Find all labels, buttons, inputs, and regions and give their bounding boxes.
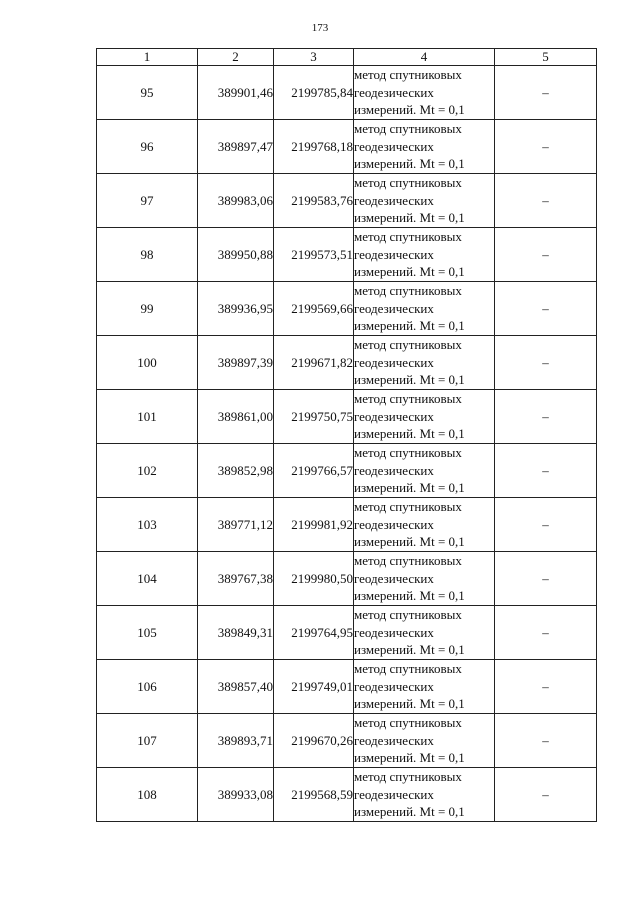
- note-dash: –: [495, 282, 597, 336]
- table-row: [97, 498, 597, 552]
- note-dash: –: [495, 390, 597, 444]
- method-line: метод спутниковых: [354, 769, 462, 785]
- method-line: геодезических: [354, 786, 434, 802]
- table-row: [97, 390, 597, 444]
- method-description: [354, 498, 495, 552]
- coordinate-y: 2199768,18: [274, 120, 354, 174]
- method-line: геодезических: [354, 246, 434, 262]
- coordinate-y: 2199671,82: [274, 336, 354, 390]
- method-line: измерений. Mt = 0,1: [354, 642, 465, 658]
- method-line: метод спутниковых: [354, 661, 462, 677]
- coordinate-y: 2199981,92: [274, 498, 354, 552]
- note-dash: –: [495, 714, 597, 768]
- table-row: [97, 228, 597, 282]
- table-row: [97, 282, 597, 336]
- method-line: геодезических: [354, 84, 434, 100]
- header-col-3: 3: [274, 49, 354, 66]
- coordinates-table: [96, 48, 597, 822]
- method-line: измерений. Mt = 0,1: [354, 426, 465, 442]
- coordinate-y: 2199764,95: [274, 606, 354, 660]
- method-line: измерений. Mt = 0,1: [354, 156, 465, 172]
- note-dash: –: [495, 606, 597, 660]
- method-line: метод спутниковых: [354, 175, 462, 191]
- coordinate-x: 389901,46: [198, 66, 274, 120]
- point-number: 96: [97, 120, 198, 174]
- coordinate-y: 2199750,75: [274, 390, 354, 444]
- method-line: метод спутниковых: [354, 499, 462, 515]
- point-number: 106: [97, 660, 198, 714]
- table-row: [97, 660, 597, 714]
- coordinate-x: 389849,31: [198, 606, 274, 660]
- coordinate-x: 389771,12: [198, 498, 274, 552]
- method-line: метод спутниковых: [354, 553, 462, 569]
- point-number: 107: [97, 714, 198, 768]
- table-row: [97, 606, 597, 660]
- table-row: [97, 552, 597, 606]
- note-dash: –: [495, 228, 597, 282]
- coordinate-x: 389861,00: [198, 390, 274, 444]
- table-row: [97, 66, 597, 120]
- header-col-4: 4: [354, 49, 495, 66]
- method-line: измерений. Mt = 0,1: [354, 750, 465, 766]
- method-description: [354, 714, 495, 768]
- table-row: [97, 444, 597, 498]
- method-line: измерений. Mt = 0,1: [354, 480, 465, 496]
- note-dash: –: [495, 768, 597, 822]
- coordinate-x: 389933,08: [198, 768, 274, 822]
- method-description: [354, 66, 495, 120]
- point-number: 100: [97, 336, 198, 390]
- coordinate-x: 389767,38: [198, 552, 274, 606]
- point-number: 104: [97, 552, 198, 606]
- method-line: измерений. Mt = 0,1: [354, 534, 465, 550]
- method-line: метод спутниковых: [354, 121, 462, 137]
- method-description: [354, 228, 495, 282]
- coordinate-x: 389893,71: [198, 714, 274, 768]
- point-number: 108: [97, 768, 198, 822]
- method-line: измерений. Mt = 0,1: [354, 588, 465, 604]
- table-row: [97, 174, 597, 228]
- method-line: геодезических: [354, 678, 434, 694]
- method-line: измерений. Mt = 0,1: [354, 804, 465, 820]
- method-line: геодезических: [354, 300, 434, 316]
- coordinate-y: 2199670,26: [274, 714, 354, 768]
- method-description: [354, 444, 495, 498]
- method-line: измерений. Mt = 0,1: [354, 372, 465, 388]
- method-description: [354, 660, 495, 714]
- method-line: измерений. Mt = 0,1: [354, 318, 465, 334]
- table-row: [97, 336, 597, 390]
- point-number: 98: [97, 228, 198, 282]
- method-line: метод спутниковых: [354, 229, 462, 245]
- method-line: измерений. Mt = 0,1: [354, 210, 465, 226]
- coordinate-x: 389950,88: [198, 228, 274, 282]
- table-body: [97, 66, 597, 822]
- method-line: метод спутниковых: [354, 445, 462, 461]
- method-line: метод спутниковых: [354, 715, 462, 731]
- method-description: [354, 120, 495, 174]
- note-dash: –: [495, 66, 597, 120]
- note-dash: –: [495, 336, 597, 390]
- method-line: измерений. Mt = 0,1: [354, 264, 465, 280]
- method-description: [354, 174, 495, 228]
- method-line: геодезических: [354, 192, 434, 208]
- note-dash: –: [495, 660, 597, 714]
- method-line: метод спутниковых: [354, 391, 462, 407]
- method-line: метод спутниковых: [354, 607, 462, 623]
- header-col-5: 5: [495, 49, 597, 66]
- note-dash: –: [495, 174, 597, 228]
- method-line: измерений. Mt = 0,1: [354, 102, 465, 118]
- method-line: измерений. Mt = 0,1: [354, 696, 465, 712]
- table-row: [97, 120, 597, 174]
- method-line: геодезических: [354, 138, 434, 154]
- coordinate-y: 2199583,76: [274, 174, 354, 228]
- point-number: 105: [97, 606, 198, 660]
- method-line: метод спутниковых: [354, 283, 462, 299]
- method-line: метод спутниковых: [354, 337, 462, 353]
- method-line: геодезических: [354, 732, 434, 748]
- header-col-2: 2: [198, 49, 274, 66]
- coordinate-y: 2199980,50: [274, 552, 354, 606]
- point-number: 101: [97, 390, 198, 444]
- note-dash: –: [495, 552, 597, 606]
- point-number: 103: [97, 498, 198, 552]
- note-dash: –: [495, 120, 597, 174]
- page-number: 173: [311, 22, 329, 34]
- method-description: [354, 552, 495, 606]
- method-description: [354, 282, 495, 336]
- method-description: [354, 606, 495, 660]
- coordinate-y: 2199785,84: [274, 66, 354, 120]
- coordinate-y: 2199569,66: [274, 282, 354, 336]
- method-line: геодезических: [354, 462, 434, 478]
- coordinate-y: 2199766,57: [274, 444, 354, 498]
- coordinate-x: 389852,98: [198, 444, 274, 498]
- method-line: геодезических: [354, 624, 434, 640]
- method-line: геодезических: [354, 570, 434, 586]
- point-number: 97: [97, 174, 198, 228]
- method-description: [354, 336, 495, 390]
- coordinate-x: 389897,39: [198, 336, 274, 390]
- coordinate-y: 2199749,01: [274, 660, 354, 714]
- table-header-row: [97, 49, 597, 66]
- method-description: [354, 390, 495, 444]
- method-description: [354, 768, 495, 822]
- table-row: [97, 768, 597, 822]
- coordinate-x: 389897,47: [198, 120, 274, 174]
- method-line: геодезических: [354, 408, 434, 424]
- coordinate-x: 389857,40: [198, 660, 274, 714]
- point-number: 102: [97, 444, 198, 498]
- point-number: 99: [97, 282, 198, 336]
- coordinate-y: 2199568,59: [274, 768, 354, 822]
- method-line: геодезических: [354, 354, 434, 370]
- note-dash: –: [495, 444, 597, 498]
- header-col-1: 1: [97, 49, 198, 66]
- coordinate-x: 389936,95: [198, 282, 274, 336]
- method-line: метод спутниковых: [354, 67, 462, 83]
- coordinate-x: 389983,06: [198, 174, 274, 228]
- coordinate-y: 2199573,51: [274, 228, 354, 282]
- note-dash: –: [495, 498, 597, 552]
- table-row: [97, 714, 597, 768]
- method-line: геодезических: [354, 516, 434, 532]
- point-number: 95: [97, 66, 198, 120]
